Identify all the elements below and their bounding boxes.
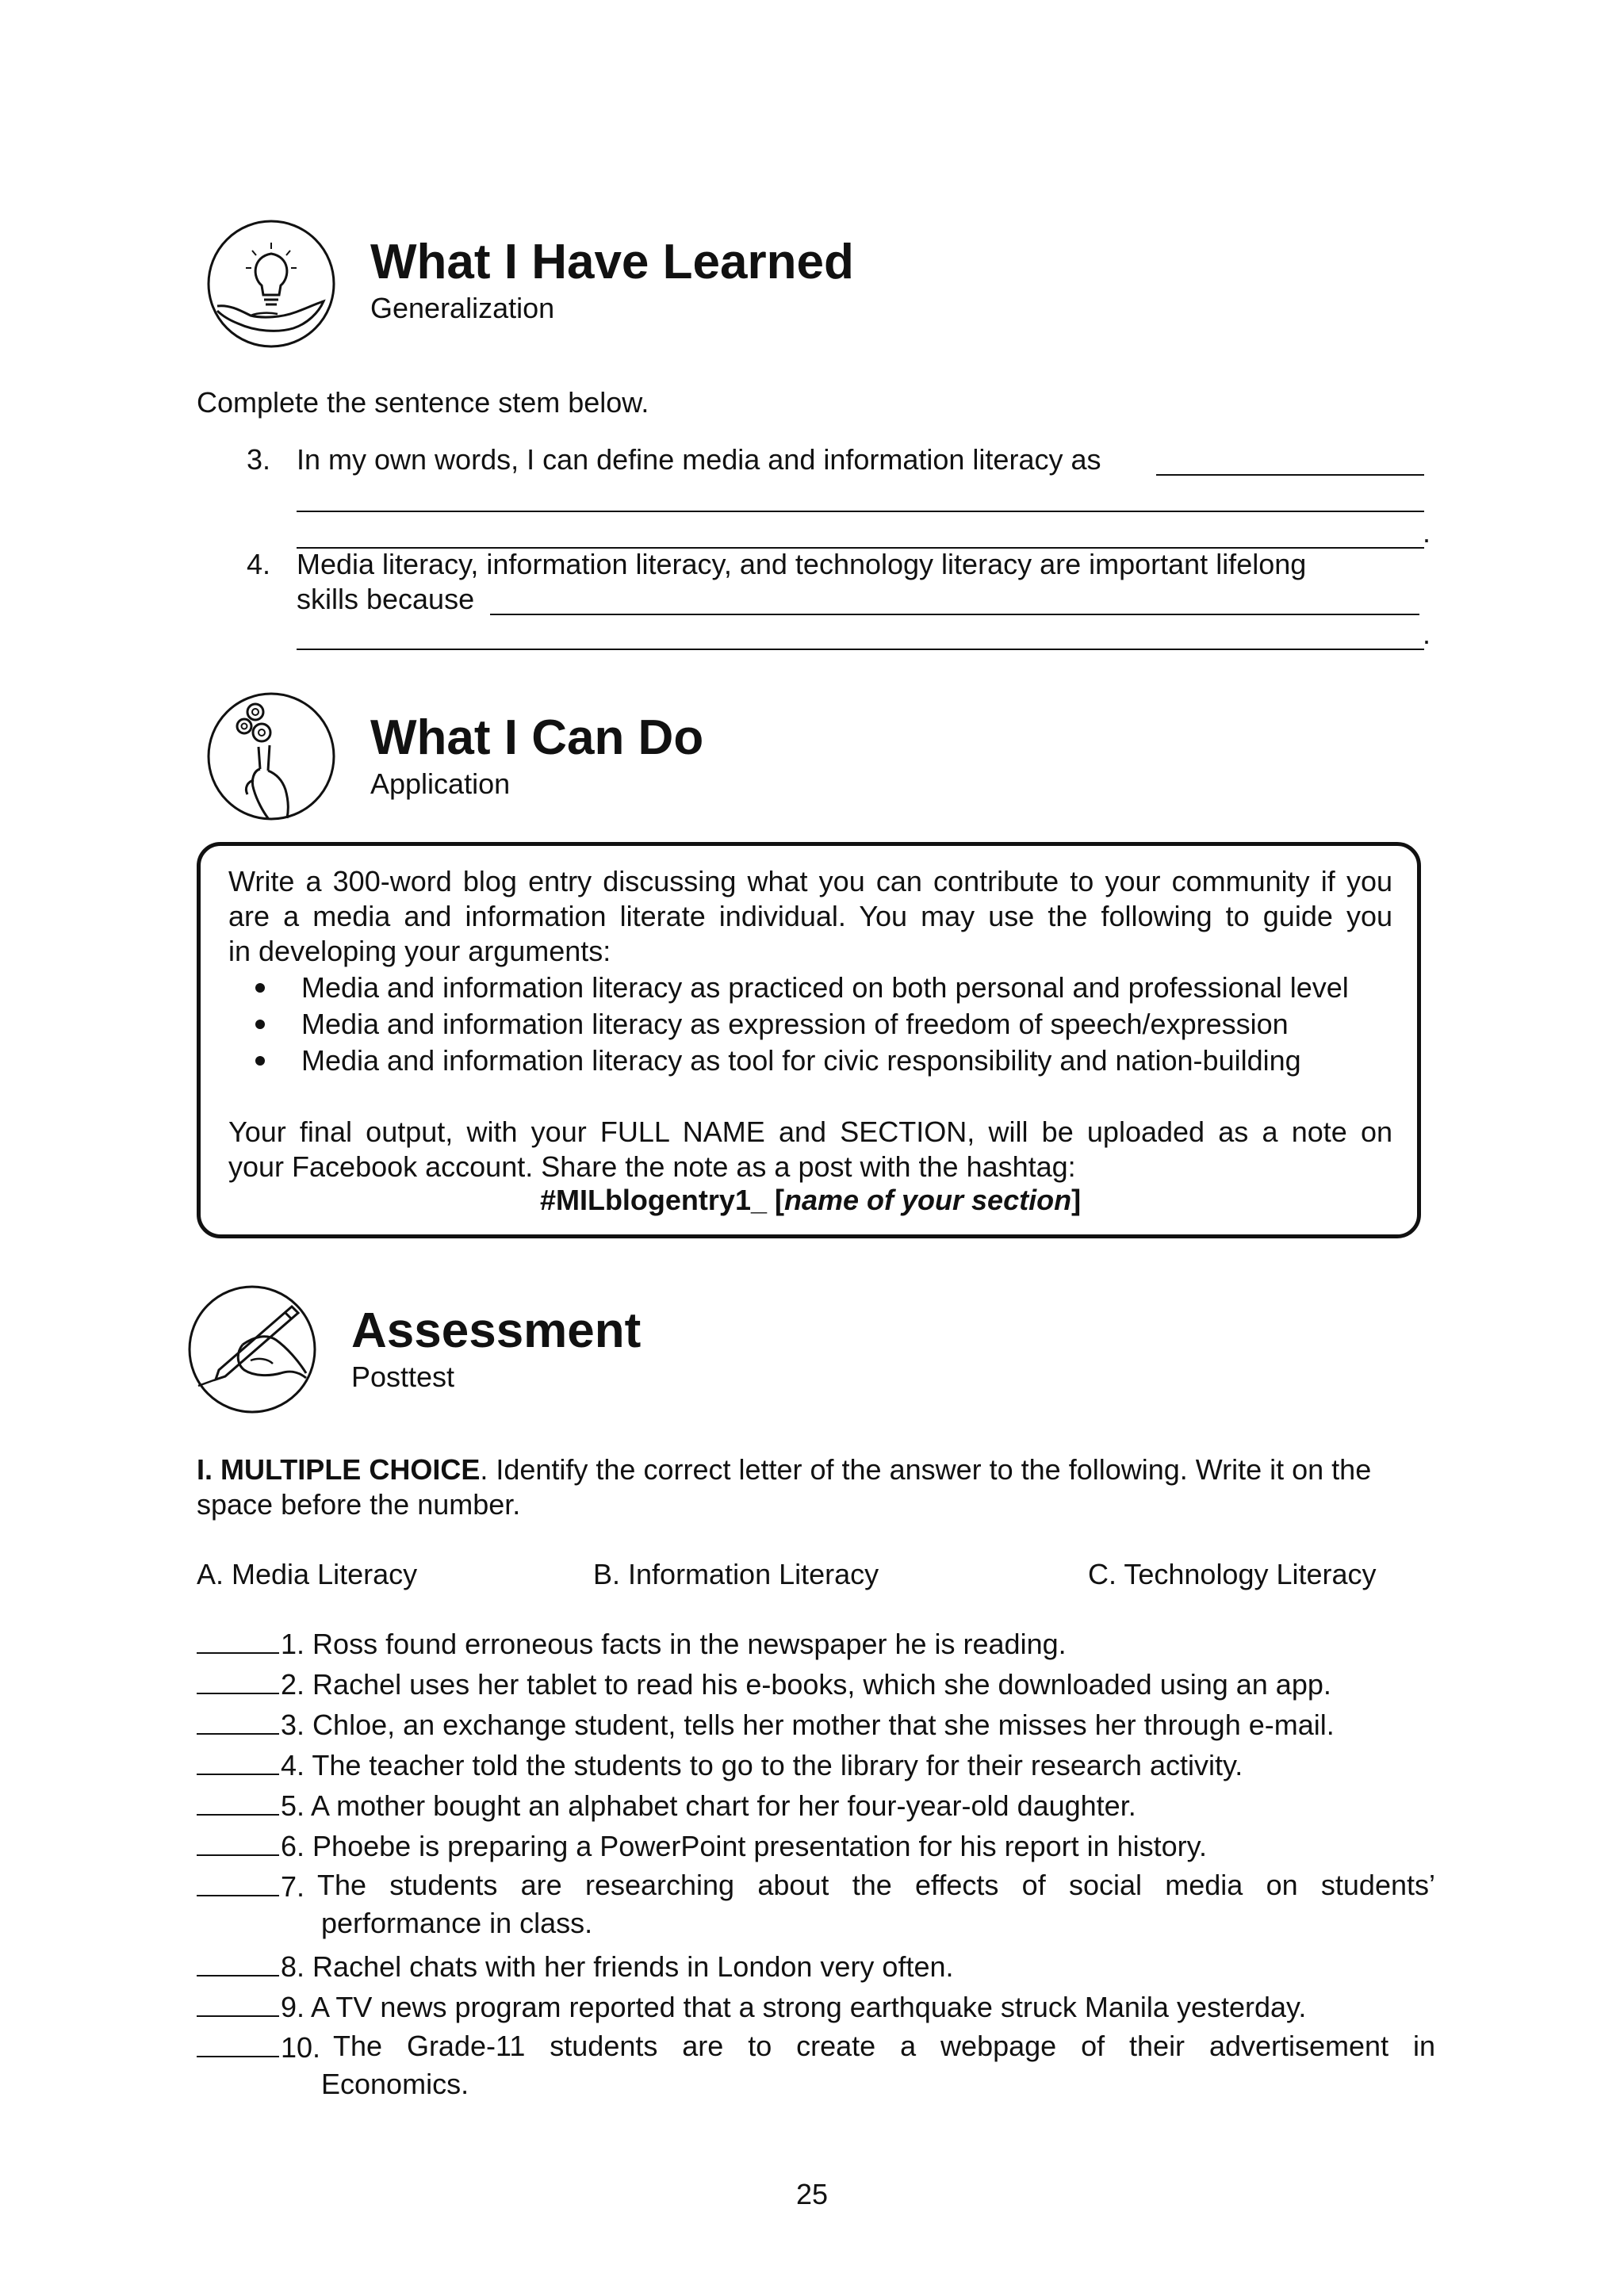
- hashtag-italic: name of your section: [783, 1184, 1072, 1216]
- answer-blank[interactable]: [197, 1747, 279, 1775]
- question-item: [197, 1625, 1067, 1662]
- mc-instruction-text: . Identify the correct letter of the answer to the following. Write it on the: [480, 1453, 1372, 1486]
- question-text-continued: Economics.: [321, 2068, 469, 2100]
- mc-heading: I. MULTIPLE CHOICE: [197, 1453, 481, 1486]
- question-text-continued: performance in class.: [321, 1907, 593, 1939]
- gears-hand-icon: [206, 691, 336, 821]
- answer-blank[interactable]: [197, 1988, 279, 2017]
- hashtag-line: [228, 1183, 1392, 1218]
- bullet-item: Media and information literacy as expression of freedom of speech/expression: [301, 1008, 1289, 1040]
- question-item: [197, 1948, 954, 1984]
- question-item: [197, 1787, 1136, 1823]
- section-subtitle-generalization: Generalization: [370, 292, 555, 324]
- activity-para-line: in developing your arguments:: [228, 935, 611, 967]
- bullet-dot: [255, 1056, 265, 1066]
- mc-instruction-line2: space before the number.: [197, 1488, 521, 1521]
- answer-blank[interactable]: [197, 1868, 279, 1896]
- answer-blank[interactable]: [197, 1787, 279, 1816]
- item-4-text-line2: skills because: [297, 583, 475, 615]
- choice-option-a: A. Media Literacy: [197, 1558, 418, 1590]
- question-text: Rachel uses her tablet to read his e-books, which she downloaded using an app.: [312, 1668, 1331, 1701]
- question-text: Ross found erroneous facts in the newspaper he is reading.: [312, 1628, 1067, 1660]
- activity-para-line: are a media and information literate individual. You may use the following to guide you: [228, 900, 1392, 932]
- choice-option-c: C. Technology Literacy: [1088, 1558, 1377, 1590]
- question-number: 9.: [281, 1991, 305, 2023]
- item-3-text: In my own words, I can define media and information literacy as: [297, 443, 1101, 476]
- line-end-period: .: [1423, 516, 1431, 549]
- hashtag-prefix: #MILblogentry1_ [: [539, 1184, 784, 1216]
- answer-blank[interactable]: [197, 1706, 279, 1735]
- question-item: [197, 1706, 1335, 1743]
- question-text: Phoebe is preparing a PowerPoint presentation for his report in history.: [312, 1830, 1207, 1862]
- question-item: [197, 1747, 1243, 1783]
- answer-blank[interactable]: [197, 1948, 279, 1976]
- question-item: [197, 1868, 304, 1904]
- question-text: The students are researching about the effects of social media on students’: [317, 1869, 1435, 1901]
- question-number: 1.: [281, 1628, 305, 1660]
- lightbulb-hand-icon: [206, 219, 336, 349]
- question-text: The Grade-11 students are to create a webpage of their advertisement in: [333, 2030, 1435, 2062]
- hashtag-suffix: ]: [1071, 1184, 1082, 1216]
- answer-line[interactable]: [1156, 474, 1424, 476]
- question-text: A mother bought an alphabet chart for her four-year-old daughter.: [311, 1789, 1136, 1822]
- section-title-can-do: What I Can Do: [370, 710, 704, 765]
- question-number: 7.: [281, 1870, 305, 1903]
- answer-line[interactable]: [490, 614, 1419, 615]
- question-text: Chloe, an exchange student, tells her mother that she misses her through e-mail.: [312, 1709, 1335, 1741]
- activity-final-line: Your final output, with your FULL NAME and SECTION, will be uploaded as a note on: [228, 1115, 1392, 1148]
- question-number: 5.: [281, 1789, 305, 1822]
- choice-option-b: B. Information Literacy: [593, 1558, 879, 1590]
- question-number: 8.: [281, 1950, 305, 1983]
- pencil-hand-icon: [187, 1284, 317, 1414]
- answer-line[interactable]: [297, 649, 1424, 650]
- question-item: [197, 1988, 1306, 2025]
- line-end-period: .: [1423, 618, 1431, 650]
- item-number-3: 3.: [247, 443, 271, 476]
- item-number-4: 4.: [247, 548, 271, 580]
- bullet-item: Media and information literacy as tool for civic responsibility and nation-building: [301, 1044, 1301, 1077]
- mc-instruction-line1: [197, 1452, 1371, 1487]
- question-text: Rachel chats with her friends in London very often.: [312, 1950, 954, 1983]
- section-title-learned: What I Have Learned: [370, 235, 854, 289]
- question-text: The teacher told the students to go to the library for their research activity.: [312, 1749, 1243, 1781]
- section-subtitle-posttest: Posttest: [351, 1360, 455, 1393]
- bullet-dot: [255, 983, 265, 993]
- question-number: 6.: [281, 1830, 305, 1862]
- page-number: 25: [795, 2178, 829, 2210]
- activity-final-line: your Facebook account. Share the note as a post with the hashtag:: [228, 1150, 1076, 1183]
- question-number: 10.: [281, 2031, 321, 2064]
- bullet-dot: [255, 1020, 265, 1029]
- answer-blank[interactable]: [197, 1666, 279, 1694]
- instruction-text: Complete the sentence stem below.: [197, 386, 649, 419]
- answer-line[interactable]: [297, 511, 1424, 512]
- question-number: 3.: [281, 1709, 305, 1741]
- question-number: 2.: [281, 1668, 305, 1701]
- section-title-assessment: Assessment: [351, 1303, 642, 1358]
- item-4-text-line1: Media literacy, information literacy, and technology literacy are important lifelong: [297, 548, 1307, 580]
- activity-para-line: Write a 300-word blog entry discussing what you can contribute to your community if you: [228, 865, 1392, 897]
- question-item: [197, 1827, 1207, 1864]
- bullet-item: Media and information literacy as practiced on both personal and professional level: [301, 971, 1349, 1004]
- section-subtitle-application: Application: [370, 767, 511, 800]
- answer-blank[interactable]: [197, 1625, 279, 1654]
- question-item: [197, 2029, 320, 2065]
- answer-blank[interactable]: [197, 2029, 279, 2057]
- question-item: [197, 1666, 1331, 1702]
- question-text: A TV news program reported that a strong earthquake struck Manila yesterday.: [311, 1991, 1307, 2023]
- question-number: 4.: [281, 1749, 305, 1781]
- answer-blank[interactable]: [197, 1827, 279, 1856]
